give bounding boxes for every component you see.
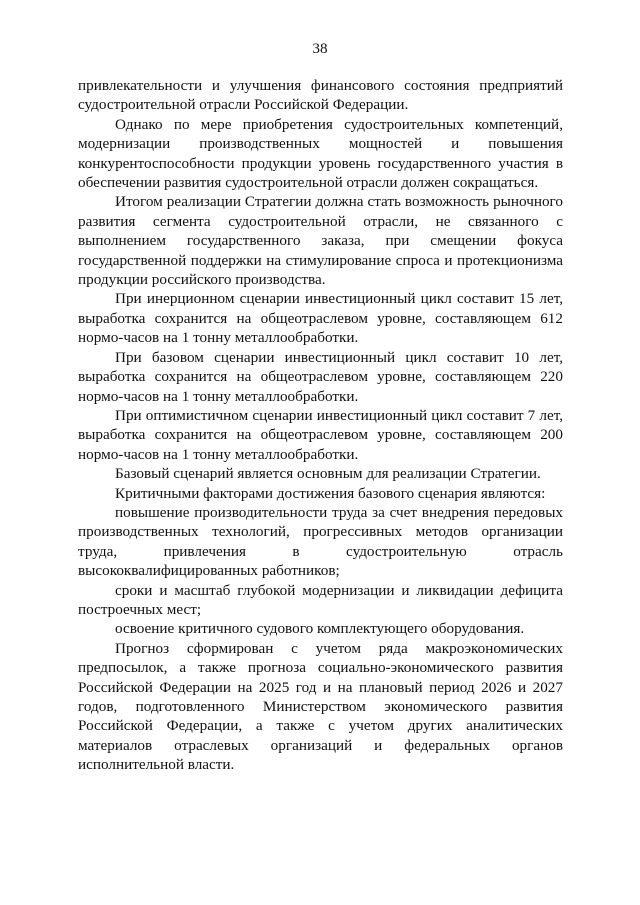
paragraph: Критичными факторами достижения базового сценария являются: bbox=[115, 484, 546, 502]
paragraph: сроки и масштаб глубокой модернизации и ликвидации дефицита построечных мест; bbox=[78, 581, 563, 618]
page-number: 38 bbox=[312, 40, 328, 57]
paragraph: освоение критичного судового комплектующего оборудования. bbox=[115, 620, 525, 638]
paragraph: Базовый сценарий является основным для реализации Стратегии. bbox=[115, 465, 541, 483]
paragraph: При оптимистичном сценарии инвестиционный цикл составит 7 лет, выработка сохранится на общеотраслевом уровне, составляющем 200 нормо-часов на 1 тонну металлообработки. bbox=[78, 406, 563, 463]
body-text bbox=[78, 76, 563, 775]
paragraph: При инерционном сценарии инвестиционный цикл составит 15 лет, выработка сохранится на общеотраслевом уровне, составляющем 612 нормо-часов на 1 тонну металлообработки. bbox=[78, 290, 563, 347]
paragraph: повышение производительности труда за счет внедрения передовых производственных технологий, прогрессивных методов организации труда, привлечения в судостроительную отрасль высококвалифицированных работников; bbox=[78, 503, 563, 580]
paragraph: Прогноз сформирован с учетом ряда макроэкономических предпосылок, а также прогноза социально-экономического развития Российской Федерации на 2025 год и на плановый период 2026 и 2027 годов, подготовленного Министерством экономического развития Российской Федерации, а также с учетом других аналитических материалов отраслевых организаций и федеральных органов исполнительной власти. bbox=[78, 639, 563, 774]
paragraph: Итогом реализации Стратегии должна стать возможность рыночного развития сегмента судостроительной отрасли, не связанного с выполнением государственного заказа, при смещении фокуса государственной поддержки на стимулирование спроса и протекционизма продукции российского производства. bbox=[78, 193, 563, 289]
paragraph: При базовом сценарии инвестиционный цикл составит 10 лет, выработка сохранится на общеотраслевом уровне, составляющем 220 нормо-часов на 1 тонну металлообработки. bbox=[78, 348, 563, 405]
paragraph: привлекательности и улучшения финансового состояния предприятий судостроительной отрасли Российской Федерации. bbox=[78, 77, 563, 114]
paragraph: Однако по мере приобретения судостроительных компетенций, модернизации производственных мощностей и повышения конкурентоспособности продукции уровень государственного участия в обеспечении развития судостроительной отрасли должен сокращаться. bbox=[78, 115, 563, 192]
